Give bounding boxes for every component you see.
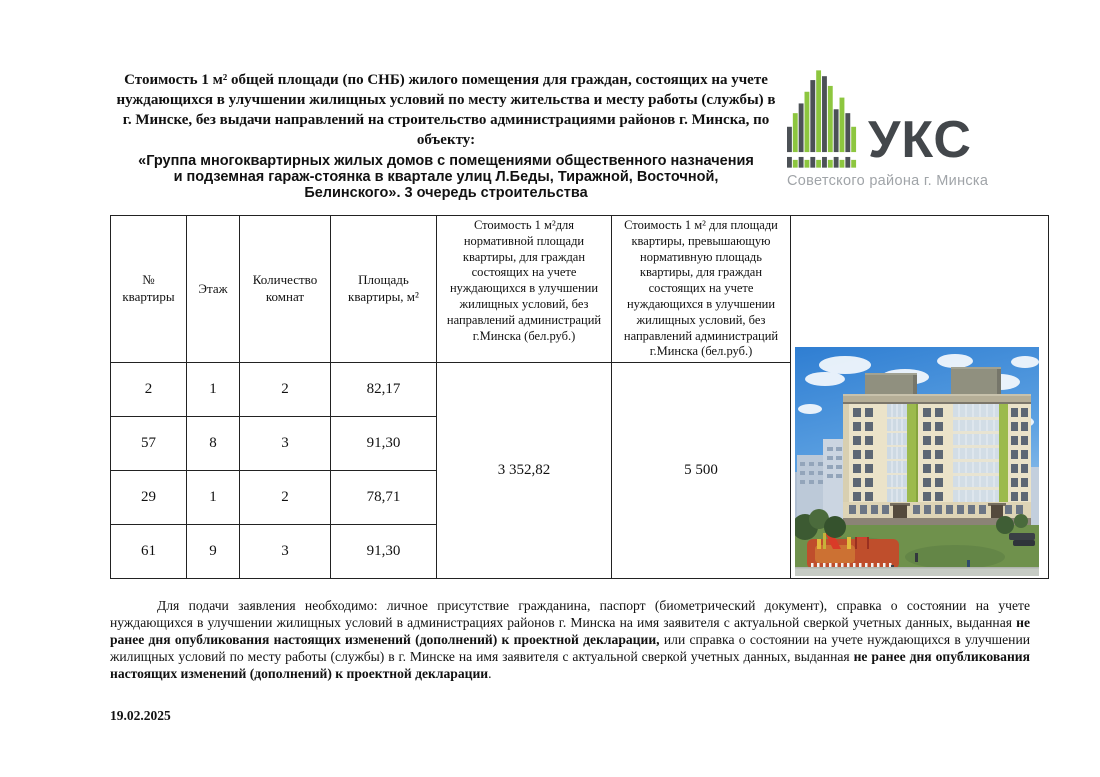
col-header-price-exceeding: Стоимость 1 м² для площади квартиры, превышающую нормативную площадь квартиры, для граждан состоящих на учете нуждающихся в улучшении жилищных условий, без направлений администраций г.Минска (бел.руб.) (612, 216, 791, 363)
city-skyline-bars-icon (787, 70, 859, 168)
cell-area: 78,71 (331, 471, 437, 525)
col-header-apartment-no: № квартиры (111, 216, 187, 363)
logo-subtitle: Советского района г. Минска (787, 173, 989, 189)
document-header (115, 70, 777, 201)
application-note (110, 598, 1030, 683)
logo-abbr: УКС (868, 111, 972, 170)
cell-floor: 8 (187, 417, 240, 471)
cell-area: 91,30 (331, 417, 437, 471)
note-bold: не ранее дня опубликования настоящих изменений (дополнений) к проектной декларации (110, 648, 1030, 681)
cell-apartment-no: 29 (111, 471, 187, 525)
note-bold: не ранее дня опубликования настоящих изменений (дополнений) к проектной декларации, (110, 615, 1030, 647)
object-title: «Группа многоквартирных жилых домов с помещениями общественного назначения и подземная гараж-стоянка в квартале улиц Л.Беды, Тиражной, Восточной, Белинского». 3 очередь строительства (138, 153, 754, 201)
building-image-cell (791, 216, 1049, 579)
note-part: или справка о состоянии на учете нуждающихся в улучшении жилищных условий по месту работы (службы) в г. Минске на имя заявителя с актуальной сверкой учетных данных, выданная (110, 631, 1031, 664)
cell-area: 82,17 (331, 363, 437, 417)
cell-floor: 1 (187, 363, 240, 417)
cell-rooms: 2 (240, 363, 331, 417)
note-part: . (488, 665, 492, 681)
cell-rooms: 3 (240, 525, 331, 579)
building-render-image (795, 347, 1039, 576)
col-header-rooms: Количество комнат (240, 216, 331, 363)
price-normative-cell: 3 352,82 (437, 363, 612, 579)
note-part: Для подачи заявления необходимо: личное присутствие гражданина, паспорт (биометрический документ), справка о состоянии на учете нуждающихся в улучшении жилищных условий в администрациях районов г. Минска на имя заявителя с актуальной сверкой учетных данных, выданная (110, 598, 1030, 631)
cell-rooms: 3 (240, 417, 331, 471)
cell-apartment-no: 61 (111, 525, 187, 579)
uks-logo (787, 70, 1002, 189)
cell-apartment-no: 57 (111, 417, 187, 471)
header-paragraph: Стоимость 1 м² общей площади (по СНБ) жилого помещения для граждан, состоящих на учете нуждающихся в улучшении жилищных условий по месту жительства и месту работы (службы) в г. Минске, без выдачи направлений на строительство администрациями районов г. Минска, по объекту: (116, 72, 776, 148)
col-header-area: Площадь квартиры, м² (331, 216, 437, 363)
logo-row (787, 70, 1002, 168)
top-section (0, 0, 1100, 201)
price-table (110, 215, 1049, 579)
cell-floor: 9 (187, 525, 240, 579)
price-exceeding-cell: 5 500 (612, 363, 791, 579)
cell-rooms: 2 (240, 471, 331, 525)
col-header-floor: Этаж (187, 216, 240, 363)
cell-area: 91,30 (331, 525, 437, 579)
col-header-price-normative: Стоимость 1 м²для нормативной площади квартиры, для граждан состоящих на учете нуждающихся в улучшении жилищных условий, без направлений администраций г.Минска (бел.руб.) (437, 216, 612, 363)
table-header-row (111, 216, 1049, 363)
document-date: 19.02.2025 (110, 707, 171, 723)
cell-apartment-no: 2 (111, 363, 187, 417)
cell-floor: 1 (187, 471, 240, 525)
